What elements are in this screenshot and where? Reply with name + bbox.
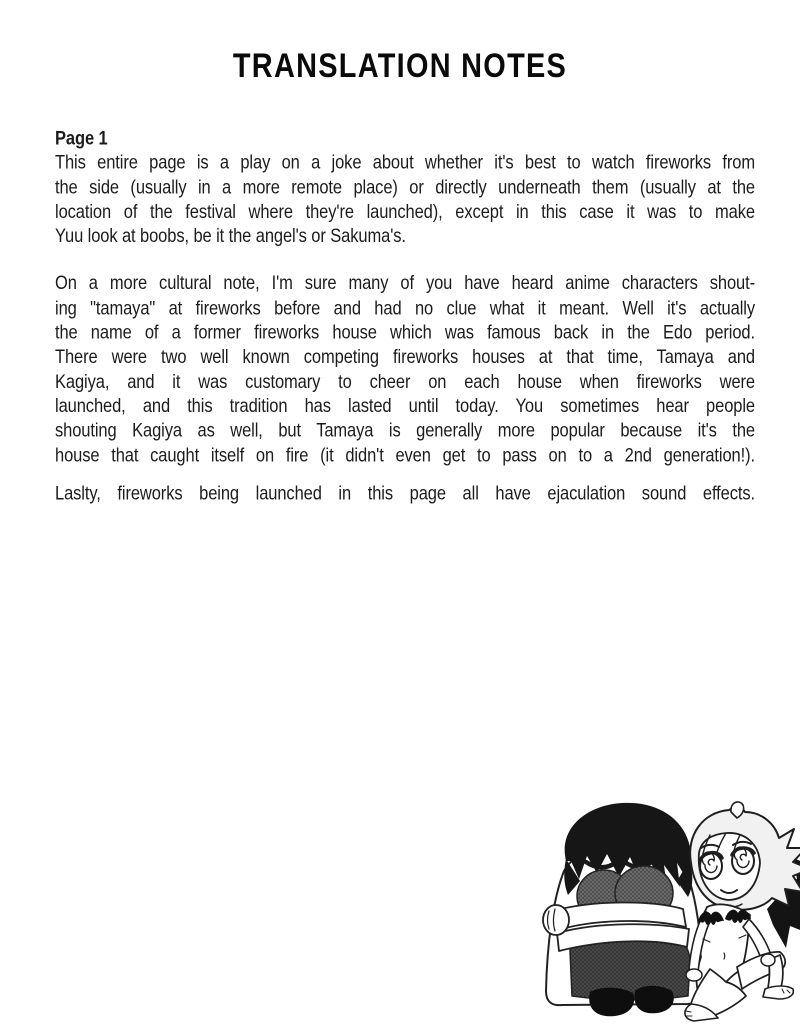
text-line: launched, and this tradition has lasted until today. You sometimes hear people: [55, 396, 755, 417]
text-line: location of the festival where they're launched), except in this case it was to make: [55, 201, 755, 223]
text-line: ing "tamaya" at fireworks before and had no clue what it meant. Well it's actually: [55, 298, 755, 319]
chibi-illustration-svg: [540, 799, 800, 1031]
paragraph: [55, 482, 755, 506]
page-title: TRANSLATION NOTES: [232, 46, 568, 85]
character-boy: [543, 803, 703, 1016]
girl-hand-left: [761, 954, 775, 966]
boy-shoe-left: [589, 988, 634, 1017]
chibi-illustration: [540, 799, 800, 1031]
boy-shoe-right: [634, 986, 673, 1014]
text-line: This entire page is a play on a joke about whether it's best to watch fireworks from: [55, 152, 755, 174]
text-line: Yuu look at boobs, be it the angel's or Sakuma's.: [55, 226, 406, 247]
text-line: shouting Kagiya as well, but Tamaya is generally more popular because it's the: [55, 420, 755, 442]
paragraph: [55, 272, 755, 468]
notes-paragraphs: [55, 151, 755, 506]
text-line: On a more cultural note, I'm sure many of you have heard anime characters shout-: [55, 273, 755, 295]
text-line: There were two well known competing fireworks houses at that time, Tamaya and: [55, 347, 755, 368]
girl-hand-right: [686, 969, 702, 981]
character-demon-girl: [685, 802, 800, 1021]
text-line: the side (usually in a more remote place) or directly underneath them (usually at the: [55, 177, 755, 198]
text-line: house that caught itself on fire (it didn't even get to pass on to a 2nd generation!).: [55, 445, 755, 466]
text-line: the name of a former fireworks house which was famous back in the Edo period.: [55, 322, 755, 344]
paragraph: [55, 151, 755, 249]
text-line: Kagiya, and it was customary to cheer on each house when fireworks were: [55, 371, 755, 393]
text-line: Laslty, fireworks being launched in this page all have ejaculation sound effects.: [55, 483, 755, 505]
notes-body: [55, 127, 755, 507]
notes-heading: Page 1: [55, 128, 108, 149]
